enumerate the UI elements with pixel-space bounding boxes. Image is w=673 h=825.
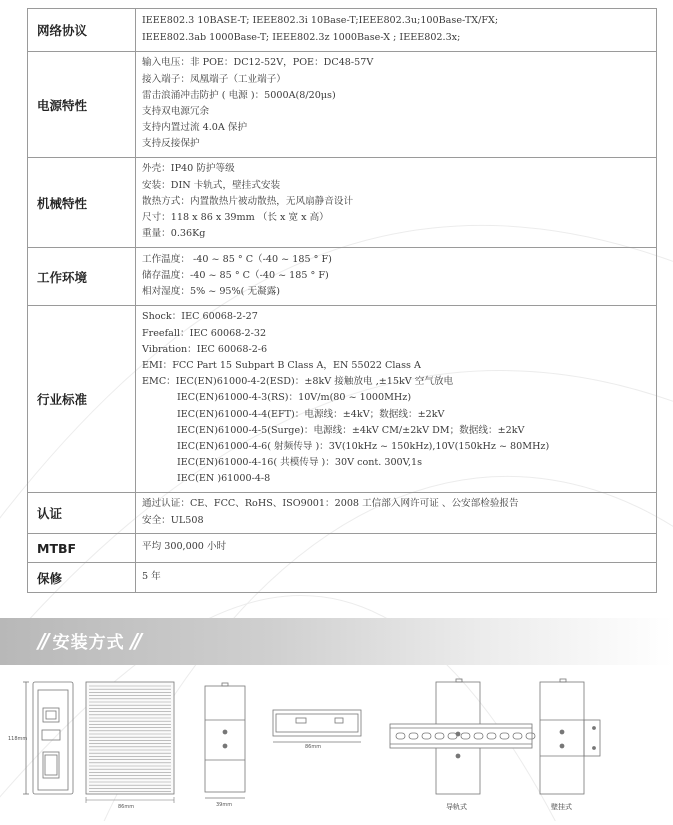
spec-line: 安全：UL508 [142,514,204,526]
spec-line: 5 年 [142,570,161,582]
dim-top-label: 86mm [305,744,322,750]
spec-row-power [28,52,657,158]
slash-icon: // [130,628,140,653]
side-view-drawing [205,683,245,798]
install-section-title [32,628,145,653]
spec-value [136,534,657,563]
spec-label: 认证 [28,493,136,534]
spec-row-environment [28,248,657,306]
spec-line: 重量：0.36Kg [142,228,206,240]
spec-line: Shock：IEC 60068-2-27 [142,311,258,323]
spec-row-standards [28,306,657,493]
spec-label: 机械特性 [28,158,136,248]
spec-label: MTBF [28,534,136,563]
front-view-drawing [23,682,73,794]
spec-line: 安装：DIN 卡轨式，壁挂式安装 [142,179,281,191]
spec-line: 相对湿度：5% ~ 95%( 无凝露) [142,286,280,298]
spec-label: 网络协议 [28,9,136,52]
spec-line: 散热方式：内置散热片被动散热，无风扇静音设计 [142,195,354,207]
spec-line: 工作温度： -40 ~ 85 ° C（-40 ~ 185 ° F) [142,253,332,265]
spec-line: 输入电压：非 POE：DC12-52V，POE：DC48-57V [142,57,374,69]
spec-line: IEC(EN )61000-4-8 [177,473,271,485]
spec-line: 雷击浪涌冲击防护 ( 电源 )：5000A(8/20μs) [142,89,336,101]
spec-value [136,493,657,534]
wall-mount-drawing [540,679,600,794]
spec-value [136,52,657,158]
dim-width-label: 86mm [118,804,135,810]
spec-line: IEC(EN)61000-4-5(Surge)：电源线：±4kV CM/±2kV DM；数据线：±2kV [177,424,525,436]
spec-label: 工作环境 [28,248,136,306]
spec-line: 支持双电源冗余 [142,106,210,117]
spec-label: 电源特性 [28,52,136,158]
spec-row-network [28,9,657,52]
spec-line: 支持反接保护 [142,138,200,150]
spec-line: IEC(EN)61000-4-16( 共模传导 )：30V cont. 300V,1s [177,457,422,469]
spec-line: EMI：FCC Part 15 Subpart B Class A，EN 55022 Class A [142,359,421,371]
spec-line: 支持内置过流 4.0A 保护 [142,122,248,134]
spec-line: Freefall：IEC 60068-2-32 [142,327,267,339]
spec-value [136,158,657,248]
spec-line: IEC(EN)61000-4-6( 射频传导 )：3V(10kHz ~ 150kHz),10V(150kHz ~ 80MHz) [177,441,550,452]
dim-depth-label: 39mm [216,802,233,808]
spec-line: IEC(EN)61000-4-4(EFT)：电源线：±4kV；数据线：±2kV [177,408,445,420]
din-rail-drawing [390,679,535,794]
spec-line: IEEE802.3 10BASE-T; IEEE802.3i 10Base-T;IEEE802.3u;100Base-TX/FX; [142,15,499,27]
spec-label: 保修 [28,563,136,593]
spec-line: 外壳：IP40 防护等级 [142,163,235,175]
spec-line: IEC(EN)61000-4-3(RS)：10V/m(80 ~ 1000MHz) [177,392,412,404]
spec-label: 行业标准 [28,306,136,493]
slash-icon: // [38,628,47,653]
spec-value [136,306,657,493]
caption-wall-mount: 壁挂式 [551,803,572,811]
spec-line: EMC：IEC(EN)61000-4-2(ESD)：±8kV 接触放电 ,±15kV 空气放电 [142,376,454,388]
spec-row-certification [28,493,657,534]
install-title-text: 安装方式 [52,633,125,653]
heatsink-view-drawing [86,682,174,803]
spec-line: IEEE802.3ab 1000Base-T; IEEE802.3z 1000Base-X ; IEEE802.3x; [142,31,461,43]
spec-row-mtbf [28,534,657,563]
spec-line: 尺寸：118 x 86 x 39mm （长 x 宽 x 高） [142,212,329,224]
install-drawings [0,668,673,821]
install-diagrams [0,668,673,821]
install-banner [0,618,673,665]
spec-row-warranty [28,563,657,593]
dim-height-label: 118mm [8,736,28,742]
top-view-drawing [273,710,361,742]
spec-value [136,248,657,306]
spec-line: 接入端子：凤凰端子（工业端子） [142,73,286,85]
spec-line: 储存温度：-40 ~ 85 ° C（-40 ~ 185 ° F) [142,269,329,281]
spec-value [136,563,657,593]
spec-table [27,8,657,593]
spec-row-mechanical [28,158,657,248]
spec-line: 平均 300,000 小时 [142,541,227,553]
spec-value [136,9,657,52]
caption-din-rail: 导轨式 [446,803,467,811]
spec-line: 通过认证：CE、FCC、RoHS、ISO9001：2008 工信部入网许可证 、公安部检验报告 [142,498,519,510]
spec-line: Vibration：IEC 60068-2-6 [142,343,268,355]
